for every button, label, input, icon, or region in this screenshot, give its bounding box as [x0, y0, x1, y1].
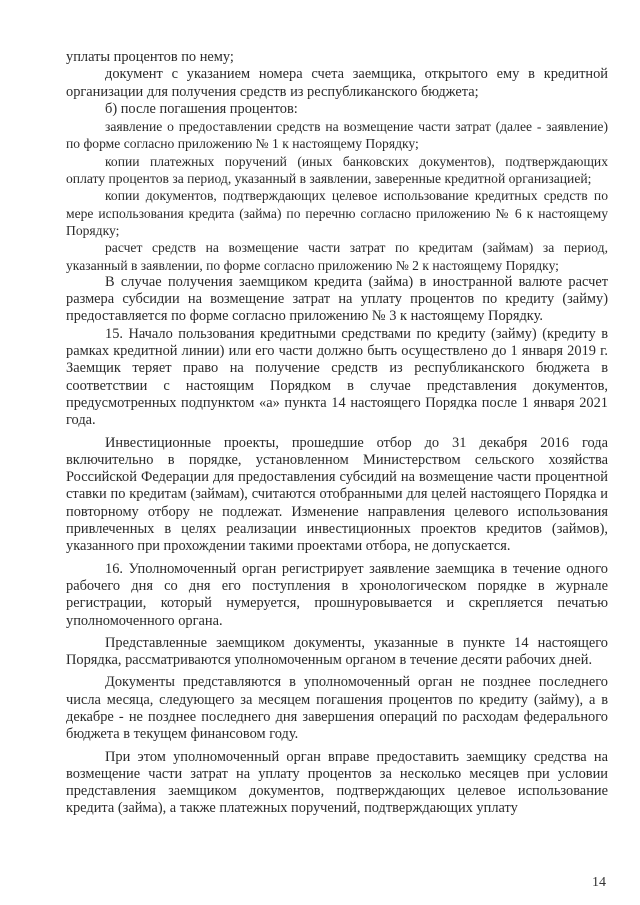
paragraph-5: копии платежных поручений (иных банковских документов), подтверждающих оплату процентов за период, указанный в заявлении, заверенные кредитной организацией;	[66, 153, 608, 187]
paragraph-6: копии документов, подтверждающих целевое использование кредитных средств по мере использования кредита (займа) по перечню согласно приложению № 6 к настоящему Порядку;	[66, 188, 608, 238]
paragraph-1: уплаты процентов по нему;	[66, 49, 234, 65]
paragraph-12: Представленные заемщиком документы, указанные в пункте 14 настоящего Порядка, рассматриваются уполномоченным органом в течение десяти рабочих дней.	[66, 634, 608, 669]
paragraph-14: При этом уполномоченный орган вправе предоставить заемщику средства на возмещение части затрат на уплату процентов за несколько месяцев при условии представления заемщиком документов, подтверждающих целевое использование кредита (займа), а также платежных поручений, подтверждающих уплату	[66, 748, 608, 817]
paragraph-3: б) после погашения процентов:	[105, 100, 298, 117]
paragraph-10: Инвестиционные проекты, прошедшие отбор до 31 декабря 2016 года включительно в порядке, установленном Министерством сельского хозяйства Российской Федерации для предоставления субсидий на возмещение части процентной ставки по кредитам (займам), считаются отобранными для целей настоящего Порядка и повторному отбору не подлежат. Изменение направления целевого использования привлеченных в целях реализации инвестиционных проектов кредитов (займов), указанного при прохождении такими проектами отбора, не допускается.	[66, 434, 608, 555]
paragraph-2: документ с указанием номера счета заемщика, открытого ему в кредитной организации для получения средств из республиканского бюджета;	[66, 66, 608, 100]
paragraph-11: 16. Уполномоченный орган регистрирует заявление заемщика в течение одного рабочего дня со дня его поступления в хронологическом порядке в журнале регистрации, который нумеруется, прошнуровывается и скрепляется печатью уполномоченного органа.	[66, 560, 608, 629]
paragraph-4: заявление о предоставлении средств на возмещение части затрат (далее - заявление) по форме согласно приложению № 1 к настоящему Порядку;	[66, 119, 608, 152]
paragraph-13: Документы представляются в уполномоченный орган не позднее последнего числа месяца, следующего за месяцем погашения процентов по кредиту (займу), а в декабре - не позднее последнего дня завершения операций по расходам федерального бюджета в текущем финансовом году.	[66, 674, 608, 743]
page-number: 14	[592, 875, 606, 890]
paragraph-9: 15. Начало пользования кредитными средствами по кредиту (займу) (кредиту в рамках кредитной линии) или его части должно быть осуществлено до 1 января 2019 г. Заемщик теряет право на получение средств из республиканского бюджета в соответствии с настоящим Порядком в случае представления документов, предусмотренных подпунктом «а» пункта 14 настоящего Порядка после 1 января 2021 года.	[66, 325, 608, 429]
paragraph-8: В случае получения заемщиком кредита (займа) в иностранной валюте расчет размера субсидии на возмещение затрат на уплату процентов по кредиту (займу) предоставляется по форме согласно приложению № 3 к настоящему Порядку.	[66, 273, 608, 325]
document-page	[66, 49, 608, 818]
paragraph-7: расчет средств на возмещение части затрат по кредитам (займам) за период, указанный в заявлении, по форме согласно приложению № 2 к настоящему Порядку;	[66, 240, 608, 273]
